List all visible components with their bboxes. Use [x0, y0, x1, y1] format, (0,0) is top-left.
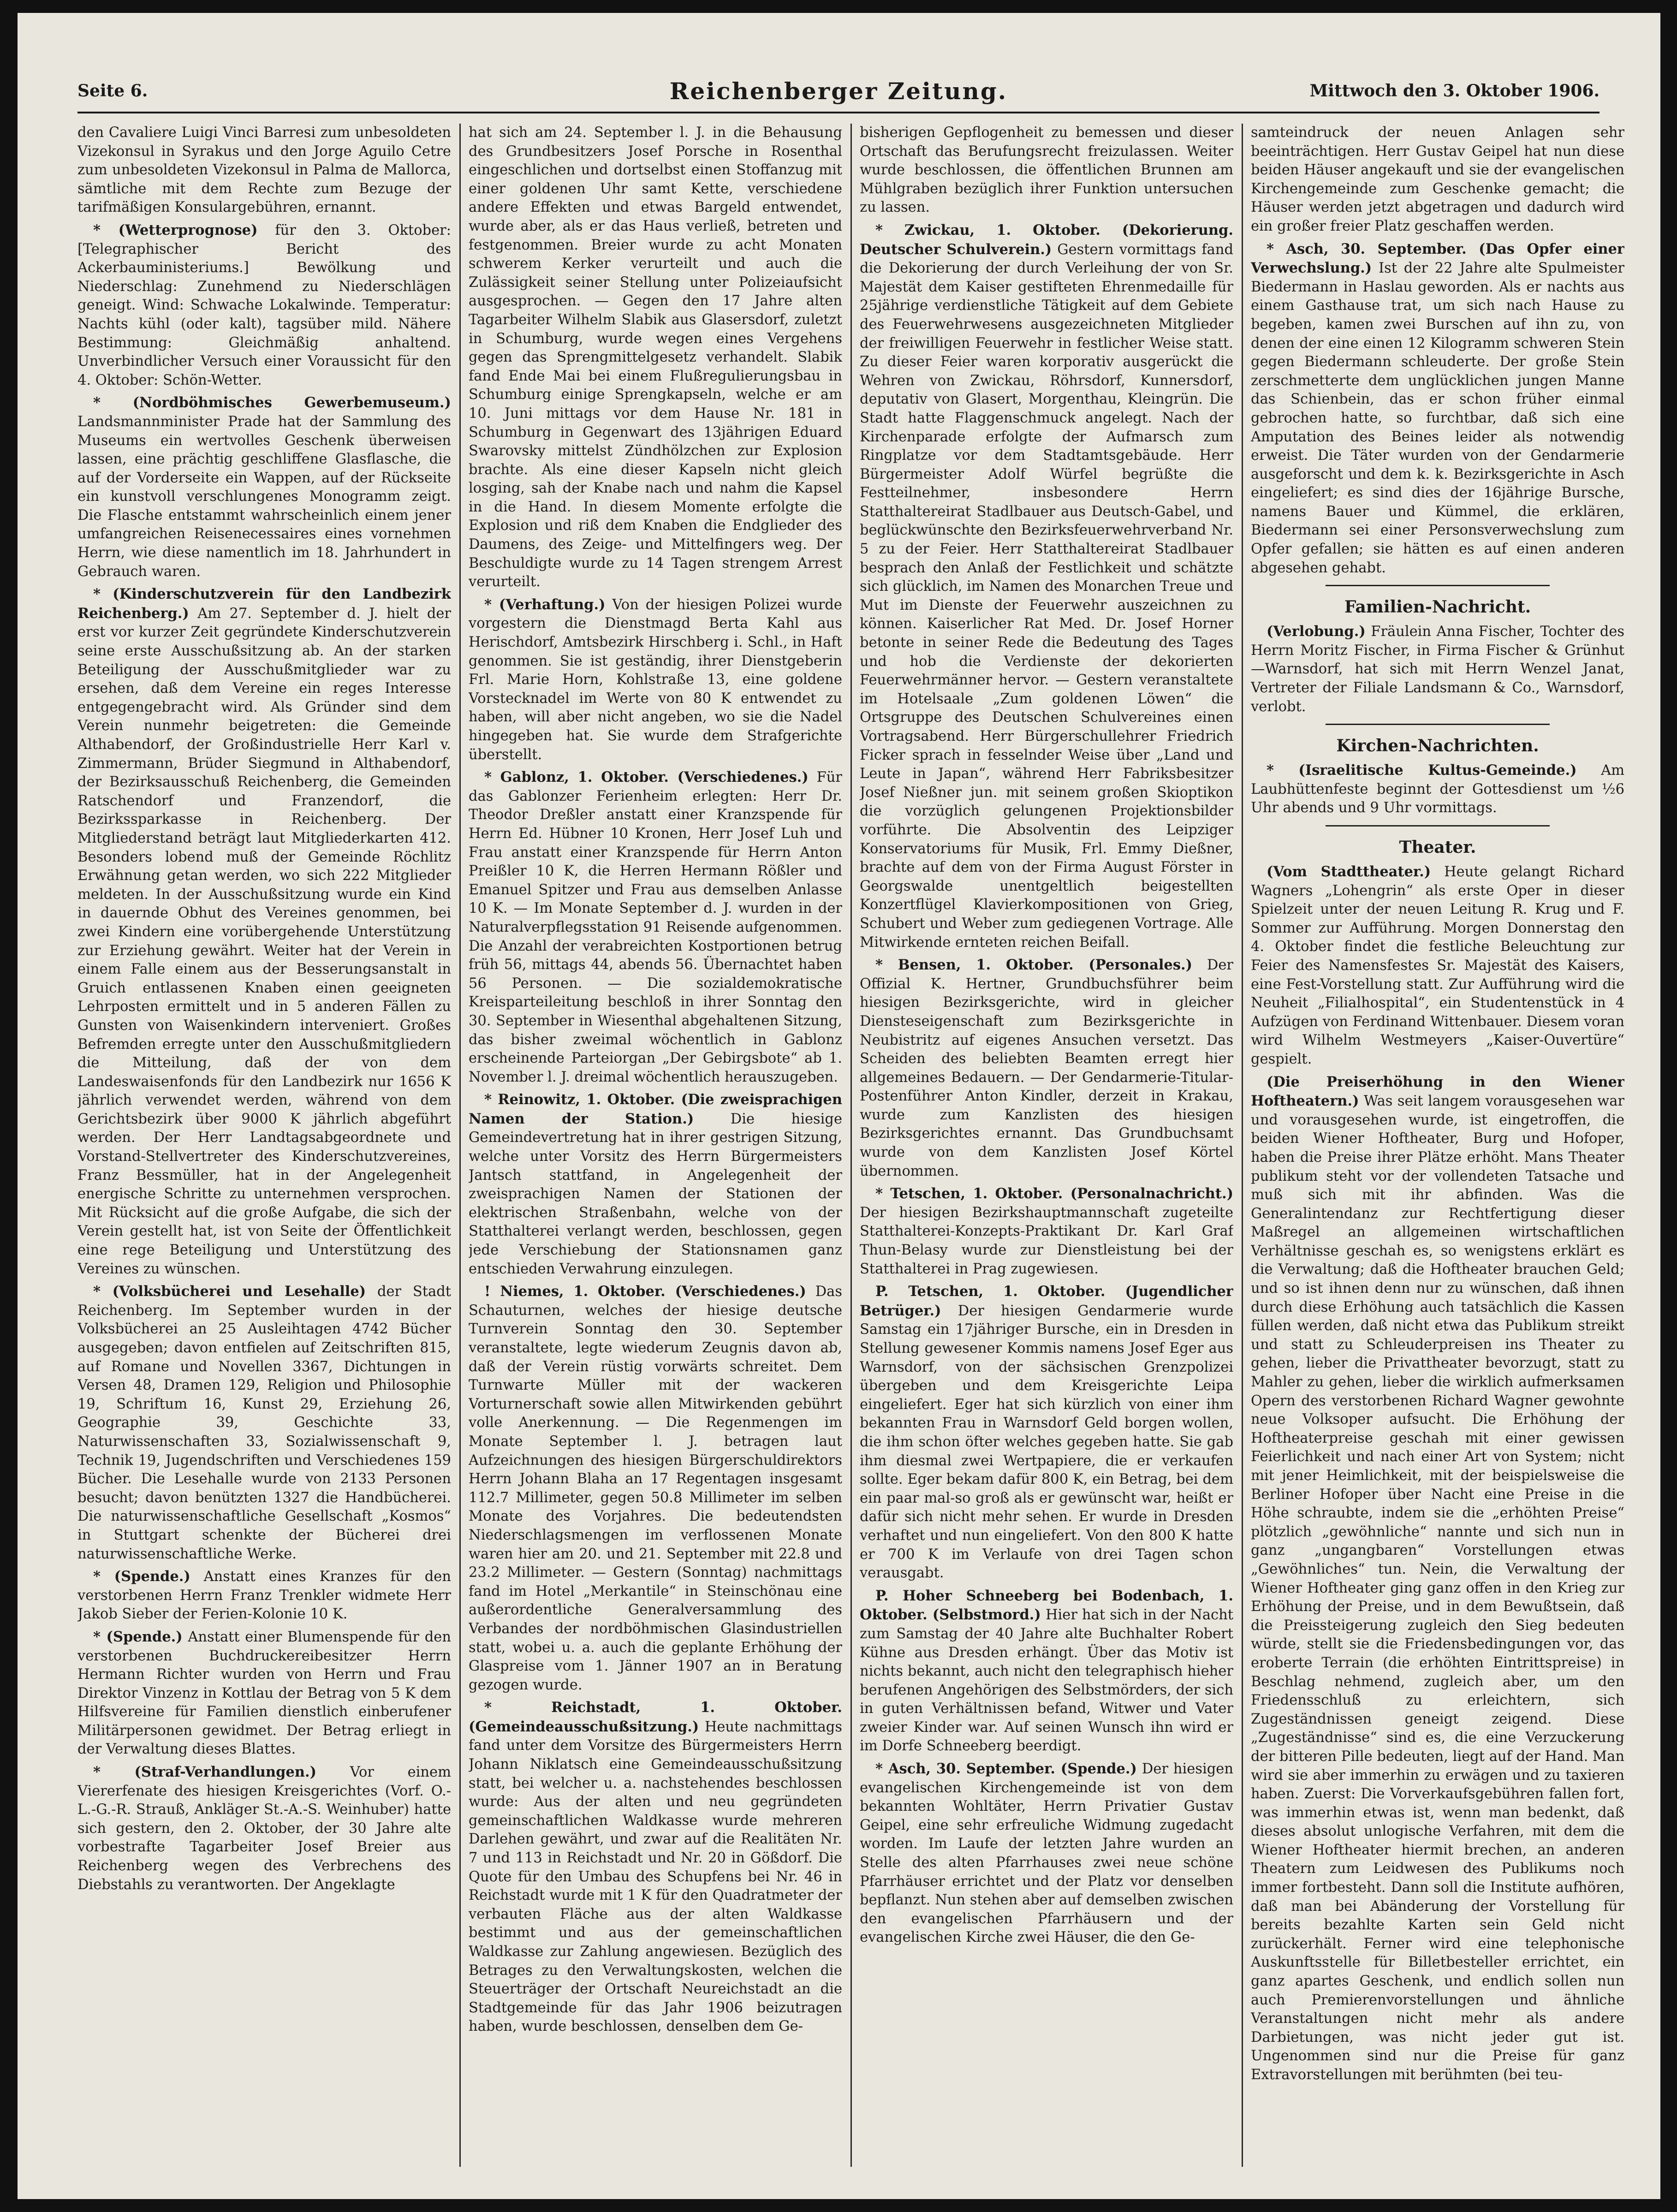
article-text: Anstatt eines Kranzes für den verstorbenen Herrn Franz Trenkler widmete Herr Jakob Sieber der Ferien-Kolonie 10 K. [77, 1569, 451, 1623]
newspaper-page [18, 13, 1660, 2199]
article-text: Am Laubhüttenfeste beginnt der Gottesdienst um ½6 Uhr abends und 9 Uhr vormittags. [1251, 762, 1624, 816]
article-heading: (Vom Stadttheater.) [1267, 863, 1431, 880]
article-paragraph [860, 221, 1233, 952]
article-paragraph [1251, 761, 1624, 818]
article-text: Hier hat sich in der Nacht zum Samstag der 40 Jahre alte Buchhalter Robert Kühne aus Dresden erhängt. Über das Motiv ist nichts bekannt, auch nicht den telegraphisch hieher berufenen Angehörigen des Selbstmörders, der sich in guten Verhältnissen befand, Witwer und Vater zweier Kinder war. Auf seinen Wunsch ihn wird er im Dorfe Schneeberg beerdigt. [860, 1607, 1233, 1754]
article-heading: * (Volksbücherei und Lesehalle) [93, 1283, 366, 1300]
article-text: Von der hiesigen Polizei wurde vorgestern die Dienstmagd Berta Kahl aus Herischdorf, Amtsbezirk Hirschberg i. Schl., in Haft genommen. Sie ist geständig, ihrer Dienstgeberin Frl. Marie Horn, Kohlstraße 13, eine goldene Vorstecknadel im Werte von 80 K entwendet zu haben, will aber nicht angeben, wo sie die Nadel hingegeben hat. Sie wurde dem Strafgerichte überstellt. [469, 596, 842, 763]
article-paragraph [1251, 240, 1624, 578]
article-text: Das Schauturnen, welches der hiesige deutsche Turnverein Sonntag den 30. September veranstaltete, legte wiederum Zeugnis davon ab, daß der Verein rüstig vorwärts schreitet. Dem Turnwarte Müller mit der wackeren Vorturnerschaft sowie allen Mitwirkenden gebührt volle Anerkennung. — Die Regenmengen im Monate September l. J. betragen laut Aufzeichnungen des hiesigen Bürgerschuldirektors Herrn Johann Blaha an 17 Regentagen insgesamt 112.7 Millimeter, gegen 50.8 Millimeter im selben Monate des Vorjahres. Die bedeutendsten Niederschlagsmengen im verflossenen Monate waren hier am 20. und 21. September mit 22.8 und 23.2 Millimeter. — Gestern (Sonntag) nachmittags fand im Hotel „Merkantile“ in Steinschönau eine außerordentliche Generalversammlung des Verbandes der nordböhmischen Glasindustriellen statt, wobei u. a. auch die geplante Erhöhung der Glaspreise vom 1. Jänner 1907 an in Beratung gezogen wurde. [469, 1284, 842, 1693]
article-heading: * Gablonz, 1. Oktober. (Verschiedenes.) [484, 769, 809, 786]
article-paragraph [469, 1090, 842, 1278]
newspaper-title: Reichenberger Zeitung. [669, 77, 1008, 105]
article-paragraph [1251, 124, 1624, 236]
article-paragraph [860, 1184, 1233, 1278]
article-text: Der Offizial K. Hertner, Grundbuchsführer beim hiesigen Bezirksgerichte, wird in gleicher Diensteseigenschaft zum Bezirksgerichte in Neubistritz auf eigenes Ansuchen versetzt. Das Scheiden des beliebten Beamten erregt hier allgemeines Bedauern. — Der Gendarmerie-Titular-Postenführer Anton Kindler, derzeit in Krakau, wurde zum Kanzlisten des hiesigen Bezirksgerichtes ernannt. Das Grundbuchsamt wurde von dem Kanzlisten Josef Körtel übernommen. [860, 957, 1233, 1179]
article-paragraph [1251, 622, 1624, 716]
section-heading: Familien-Nachricht. [1344, 597, 1531, 617]
article-heading: * (Straf-Verhandlungen.) [93, 1764, 317, 1781]
column-3 [860, 124, 1233, 2171]
article-paragraph [77, 393, 451, 581]
section-heading: Theater. [1399, 838, 1476, 857]
article-heading: * (Verhaftung.) [484, 596, 606, 613]
section-separator [1326, 585, 1550, 586]
article-text: Fräulein Anna Fischer, Tochter des Herrn Moritz Fischer, in Firma Fischer & Grünhut—Warnsdorf, hat sich mit Herrn Wenzel Janat, Vertreter der Filiale Landsmann & Co., Warnsdorf, verlobt. [1251, 624, 1624, 715]
article-paragraph [860, 124, 1233, 217]
article-paragraph [77, 1567, 451, 1624]
article-heading: P. Tetschen, 1. Oktober. (Jugendlicher Betrüger.) [860, 1283, 1233, 1319]
article-paragraph [77, 1628, 451, 1759]
article-heading: ! Niemes, 1. Oktober. (Verschiedenes.) [484, 1283, 806, 1300]
article-heading: * Reichstadt, 1. Oktober. (Gemeindeausschußsitzung.) [469, 1699, 842, 1735]
article-text: Ist der 22 Jahre alte Spulmeister Biedermann in Haslau geworden. Als er nachts aus einem Gasthause trat, um sich nach Hause zu begeben, kamen zwei Burschen auf ihn zu, von denen der eine einen 12 Kilogramm schweren Stein gegen Biedermann schleuderte. Der große Stein zerschmetterte dem unglücklichen jungen Manne das Schienbein, das er schon früher einmal gebrochen hatte, so furchtbar, daß sich eine Amputation des Beines leider als notwendig erweist. Die Täter wurden von der Gendarmerie ausgeforscht und dem k. k. Bezirksgerichte in Asch eingeliefert; es sind dies der 16jährige Bursche, namens Bauer und Kümmel, die erklären, Biedermann sei einer Personsverwechslung zum Opfer gefallen; sie hätten es auf einen anderen abgesehen gehabt. [1251, 260, 1624, 576]
article-heading: * Bensen, 1. Oktober. (Personales.) [875, 957, 1193, 974]
article-text: Landsmannminister Prade hat der Sammlung des Museums ein wertvolles Geschenk überweisen lassen, eine prächtig geschliffene Glasflasche, die auf der Vorderseite ein Wappen, auf der Rückseite ein kunstvoll verschlungenes Monogramm zeigt. Die Flasche entstammt wahrscheinlich einem jener umfangreichen Reisenecessaires eines vornehmen Herrn, wie diese namentlich im 18. Jahrhundert in Gebrauch waren. [77, 413, 451, 580]
article-text: für den 3. Oktober: [Telegraphischer Bericht des Ackerbauministeriums.] Bewölkung und Niederschlag: Zunehmend zu Niederschlägen geneigt. Wind: Schwache Lokalwinde. Temperatur: Nachts kühl (oder kalt), tagsüber mild. Nähere Bestimmung: Gleichmäßig anhaltend. Unverbindlicher Versuch einer Voraussicht für den 4. Oktober: Schön-Wetter. [77, 222, 451, 388]
column-2 [469, 124, 842, 2171]
article-heading: * Tetschen, 1. Oktober. (Personalnachricht.) [875, 1185, 1233, 1202]
section-separator [1326, 724, 1550, 725]
article-heading: * (Spende.) [93, 1628, 183, 1645]
article-paragraph [860, 1587, 1233, 1756]
column-rule [459, 124, 461, 2167]
page-header [77, 77, 1600, 113]
article-heading: * (Nordböhmisches Gewerbemuseum.) [93, 394, 451, 411]
article-paragraph [1251, 862, 1624, 1069]
article-paragraph [77, 585, 451, 1278]
article-heading: * Zwickau, 1. Oktober. (Dekorierung. Deutscher Schulverein.) [860, 221, 1233, 258]
article-paragraph [469, 768, 842, 1087]
article-text: hat sich am 24. September l. J. in die Behausung des Grundbesitzers Josef Porsche in Rosenthal eingeschlichen und dortselbst einen Stoffanzug mit einer goldenen Uhr samt Kette, verschiedene andere Effekten und etwas Bargeld entwendet, wurde aber, als er das Haus verließ, betreten und festgenommen. Breier wurde zu acht Monaten schwerem Kerker verurteilt und auch die Zulässigkeit seiner Stellung unter Polizeiaufsicht ausgesprochen. — Gegen den 17 Jahre alten Tagarbeiter Wilhelm Slabik aus Glasersdorf, zuletzt in Schumburg, wurde wegen eines Vergehens gegen das Sprengmittelgesetz verhandelt. Slabik fand Ende Mai bei einem Flußregulierungsbau in Schumburg einige Sprengkapseln, welche er am 10. Juni mittags vor dem Hause Nr. 181 in Schumburg in Gegenwart des 13jährigen Eduard Swarovsky mittelst Zündhölzchen zur Explosion brachte. Als eine dieser Kapseln nicht gleich losging, sah der Knabe nach und nahm die Kapsel in die Hand. In diesem Momente erfolgte die Explosion und riß dem Knaben die Endglieder des Daumens, des Zeige- und Mittelfingers weg. Der Beschuldigte wurde zu 14 Tagen strengem Arrest verurteilt. [469, 125, 842, 590]
article-paragraph [860, 1760, 1233, 1947]
column-4 [1251, 124, 1624, 2171]
article-text: Der hiesigen Gendarmerie wurde Samstag ein 17jähriger Bursche, ein in Dresden in Stellung gewesener Kommis namens Josef Eger aus Warnsdorf, von der sächsischen Grenzpolizei übergeben und dem Kreisgerichte Leipa eingeliefert. Eger hat sich kürzlich von einer ihm bekannten Frau in Warnsdorf Geld borgen wollen, die ihm schon öfter welches gegeben hatte. Sie gab ihm diesmal zwei Wertpapiere, die er verkaufen sollte. Eger bekam dafür 800 K, ein Betrag, bei dem ein paar mal-so groß als er gewünscht war, heißt er dafür sich nicht mehr sehen. Er wurde in Dresden verhaftet und nun eingeliefert. Von den 800 K hatte er 700 K im Verlaufe von drei Tagen schon verausgabt. [860, 1302, 1233, 1582]
article-heading: * Reinowitz, 1. Oktober. (Die zweisprachigen Namen der Station.) [469, 1091, 842, 1127]
article-text: Heute gelangt Richard Wagners „Lohengrin“ als erste Oper in dieser Spielzeit unter der neuen Leitung R. Krug und F. Sommer zur Aufführung. Morgen Donnerstag den 4. Oktober findet die festliche Beleuchtung zur Feier des Namensfestes Sr. Majestät des Kaisers, eine Fest-Vorstellung statt. Zur Aufführung wird die Neuheit „Filialhospital“, ein Studentenstück in 4 Aufzügen von Ferdinand Wittenbauer. Diesem voran wird Wilhelm Westmeyers „Kaiser-Ouvertüre“ gespielt. [1251, 864, 1624, 1067]
article-paragraph [469, 1698, 842, 2036]
column-rule [850, 124, 852, 2167]
section-heading: Kirchen-Nachrichten. [1336, 736, 1539, 756]
article-paragraph [77, 221, 451, 390]
article-text: samteindruck der neuen Anlagen sehr beeinträchtigen. Herr Gustav Geipel hat nun diese beiden Häuser angekauft und sie der evangelischen Kirchengemeinde zum Geschenke gemacht; die Häuser werden jetzt abgetragen und dadurch wird ein großer freier Platz geschaffen werden. [1251, 125, 1624, 234]
article-paragraph [469, 595, 842, 764]
article-text: Der hiesigen evangelischen Kirchengemeinde ist von dem bekannten Wohltäter, Herrn Privatier Gustav Geipel, eine sehr erfreuliche Widmung zugedacht worden. Im Laufe der letzten Jahre wurden an Stelle des alten Pfarrhauses zwei neue schöne Pfarrhäuser errichtet und der Platz vor denselben bepflanzt. Nun stehen aber auf demselben zwischen den evangelischen Pfarrhäusern und der evangelischen Kirche zwei Häuser, die den Ge- [860, 1761, 1233, 1946]
article-paragraph [860, 1282, 1233, 1583]
article-heading: * (Spende.) [93, 1568, 190, 1585]
article-text: Was seit langem vorausgesehen war und vorausgesehen wurde, ist eingetroffen, die beiden Wiener Hoftheater, Burg und Hofoper, haben die Preise ihrer Plätze erhöht. Mans Theater publikum steht vor der vollendeten Tatsache und muß sich mit ihr abfinden. Was die Generalintendanz zur Rechtfertigung dieser Maßregel an allgemeinen wirtschaftlichen Verhältnisse geschah es, so wenigstens erklärt es die Verwaltung; daß die Hoftheater brauchen Geld; und so ist ihnen denn nur zu wünschen, daß ihnen durch diese Erhöhung auch tatsächlich die Kassen füllen werden, daß nicht etwa das Publikum streikt und statt zu Schleuderpreisen ins Theater zu gehen, lieber die Privattheater bevorzugt, statt zu Mahler zu gehen, lieber die wirklich aufmerksamen Opern des verstorbenen Richard Wagner gewohnte neue Volksoper aufsucht. Die Erhöhung der Hoftheaterpreise geschah mit einer gewissen Feierlichkeit und nach einer Art von System; nicht mit jener Heimlichkeit, mit der beispielsweise die Berliner Hofoper über Nacht eine Preise in die Höhe schraubte, indem sie die „erhöhten Preise“ plötzlich „gewöhnliche“ nannte und sich nun in ganz „ungangbaren“ Vorstellungen etwas „Gewöhnliches“ tun. Nein, die Verwaltung der Wiener Hoftheater ging ganz offen in den Krieg zur Erhöhung der Preise, und in dem Bewußtsein, daß die Preissteigerung zugleich den Sieg bedeuten würde, stellt sie die Friedensbedingungen vor, das eroberte Terrain (die erhöhten Eintrittspreise) in Beschlag nehmend, zugleich aber, um den Friedensschluß zu erleichtern, sich Zugeständnissen geneigt zeigend. Diese „Zugeständnisse“ sind es, die eine Verzuckerung der bitteren Pille bedeuten, liegt auf der Hand. Man wird sie aber immerhin zu erwägen und zu taxieren haben. Zuerst: Die Vorverkaufsgebühren fallen fort, was immerhin etwas ist, wenn man bedenkt, daß dieses absolut unlogische Verfahren, mit dem die Wiener Hoftheater hiermit brechen, an anderen Theatern zum Leidwesen des Publikums noch immer fortbesteht. Dann soll die Institute aufhören, daß man bei Abänderung der Vorstellung für bereits bezahlte Karten sein Geld nicht zurückerhält. Ferner wird eine telephonische Auskunftsstelle für Billetbesteller errichtet, ein ganz apartes Geschenk, und endlich sollen nun auch Premierenvorstellungen und ähnliche Veranstaltungen nicht mehr als andere Darbietungen, was nicht jeder gut ist. Ungenommen sind nur die Preise für ganz Extravorstellungen mit berühmten (bei teu- [1251, 1093, 1624, 2083]
article-text: Am 27. September d. J. hielt der erst vor kurzer Zeit gegründete Kinderschutzverein seine erste Ausschußsitzung ab. An der starken Beteiligung der Ausschußmitglieder war zu ersehen, daß dem Vereine ein reges Interesse entgegengebracht wird. Als Gründer sind dem Verein nunmehr beigetreten: die Gemeinde Althabendorf, der Großindustrielle Herr Karl v. Zimmermann, Brüder Siegmund in Althabendorf, der Bezirksausschuß Reichenberg, die Gemeinden Ratschendorf und Franzendorf, die Bezirkssparkasse in Reichenberg. Der Mitgliederstand beträgt laut Mitgliederkarten 412. Besonders lobend muß der Gemeinde Röchlitz Erwähnung getan werden, wo sich 222 Mitglieder meldeten. In der Ausschußsitzung wurde ein Kind in dauernde Obhut des Vereines genommen, bei zwei Kindern eine vorübergehende Unterstützung zur Erziehung gewährt. Weiter hat der Verein in einem Falle einem aus der Besserungsanstalt in Gruich entlassenen Knaben einen geeigneten Lehrposten ermittelt und in 5 anderen Fällen zu Gunsten von Waisenkindern interveniert. Großes Befremden erregte unter den Ausschußmitgliedern die Mitteilung, daß der von dem Landeswaisenfonds für den Landbezirk nur 1656 K jährlich verwendet werden, während von dem Gerichtsbezirk über 9000 K jährlich abgeführt werden. Der Herr Landtagsabgeordnete und Vorstand-Stellvertreter des Kinderschutzvereines, Franz Bessmüller, hat in der Angelegenheit energische Schritte zu unternehmen versprochen. Mit Rücksicht auf die große Aufgabe, die sich der Verein gestellt hat, ist von Seite der Öffentlichkeit eine rege Beteiligung und Unterstützung des Vereines zu wünschen. [77, 605, 451, 1277]
article-paragraph [860, 956, 1233, 1181]
page-number: Seite 6. [77, 81, 148, 101]
article-text: der Stadt Reichenberg. Im September wurden in der Volksbücherei an 25 Ausleihtagen 4742 Bücher ausgegeben; davon entfielen auf Zeitschriften 815, auf Romane und Novellen 3367, Dichtungen in Versen 48, Dramen 129, Religion und Philosophie 19, Schriftum 16, Kunst 29, Erziehung 26, Geographie 39, Geschichte 33, Naturwissenschaften 33, Sozialwissenschaft 9, Technik 19, Jugendschriften und Verschiedenes 159 Bücher. Die Lesehalle wurde von 2133 Personen besucht; davon benützten 1327 die Handbücherei. Die naturwissenschaftliche Gesellschaft „Kosmos“ in Stuttgart schenkte der Bücherei drei naturwissenschaftliche Werke. [77, 1284, 451, 1562]
article-text: Anstatt einer Blumenspende für den verstorbenen Buchdruckereibesitzer Herrn Hermann Richter wurden von Herrn und Frau Direktor Vinzenz in Kottlau der Betrag von 5 K dem Hilfsvereine für Familien dienstlich einberufener Militärpersonen gewidmet. Der Betrag erliegt in der Verwaltung dieses Blattes. [77, 1629, 451, 1758]
article-heading: * Asch, 30. September. (Spende.) [875, 1760, 1137, 1778]
issue-date: Mittwoch den 3. Oktober 1906. [1309, 81, 1600, 101]
article-heading: P. Hoher Schneeberg bei Bodenbach, 1. Oktober. (Selbstmord.) [860, 1587, 1233, 1623]
article-paragraph [469, 1282, 842, 1695]
article-paragraph [77, 124, 451, 217]
article-text: Vor einem Viererfenate des hiesigen Kreisgerichtes (Vorf. O.-L.-G.-R. Strauß, Ankläger St.-A.-S. Weinhuber) hatte sich gestern, den 2. Oktober, der 30 Jahre alte vorbestrafte Tagarbeiter Josef Breier aus Reichenberg wegen des Verbrechens des Diebstahls zu verantworten. Der Angeklagte [77, 1764, 451, 1893]
article-heading: * (Wetterprognose) [93, 221, 258, 238]
article-heading: (Verlobung.) [1267, 623, 1366, 640]
article-text: bisherigen Gepflogenheit zu bemessen und dieser Ortschaft das Berufungsrecht freizulassen. Weiter wurde beschlossen, die öffentlichen Brunnen am Mühlgraben bezüglich ihrer Funktion untersuchen zu lassen. [860, 125, 1233, 216]
article-heading: * (Israelitische Kultus-Gemeinde.) [1267, 762, 1577, 779]
article-heading: (Die Preiserhöhung in den Wiener Hoftheatern.) [1251, 1073, 1624, 1110]
column-rule [1242, 124, 1243, 2167]
article-text: Die hiesige Gemeindevertretung hat in ihrer gestrigen Sitzung, welche unter Vorsitz des Herrn Bürgermeisters Jantsch stattfand, in Angelegenheit der zweisprachigen Namen der Stationen der elektrischen Straßenbahn, welche von der Statthalterei verlangt werden, beschlossen, gegen jede Verschiebung der Stationsnamen ganz entschieden Verwahrung einzulegen. [469, 1111, 842, 1277]
article-text: den Cavaliere Luigi Vinci Barresi zum unbesoldeten Vizekonsul in Syrakus und den Jorge Aguilo Cetre zum unbesoldeten Vizekonsul in Palma de Mallorca, sämtliche mit dem Rechte zum Bezuge der tarifmäßigen Konsulargebühren, ernannt. [77, 125, 451, 216]
article-paragraph [1251, 1073, 1624, 2085]
article-text: Heute nachmittags fand unter dem Vorsitze des Bürgermeisters Herrn Johann Niklatsch eine Gemeindeausschußsitzung statt, bei welcher u. a. nachstehendes beschlossen wurde: Aus der alten und neu gegründeten gemeinschaftlichen Waldkasse wurde mehreren Darlehen gewährt, und zwar auf die Realitäten Nr. 7 und 113 in Reichstadt und Nr. 20 in Gößdorf. Die Quote für den Umbau des Schupfens bei Nr. 46 in Reichstadt wurde mit 1 K für den Quadratmeter der verbauten Fläche aus der alten Waldkasse bestimmt und aus der gemeinschaftlichen Waldkasse zur Zahlung angewiesen. Bezüglich des Betrages zu den Verwaltungskosten, welchen die Steuerträger der Ortschaft Neureichstadt an die Stadtgemeinde für das Jahr 1906 beizutragen haben, wurde beschlossen, denselben dem Ge- [469, 1718, 842, 2035]
column-1 [77, 124, 451, 2171]
article-text: Für das Gablonzer Ferienheim erlegten: Herr Dr. Theodor Dreßler anstatt einer Kranzspende für Herrn Ed. Hübner 10 Kronen, Herr Josef Luh und Frau anstatt einer Kranzspende für Herrn Anton Preißler 10 K, die Herren Hermann Rößler und Emanuel Spitzer und Frau aus demselben Anlasse 10 K. — Im Monate September d. J. wurden in der Naturalverpflegsstation 91 Reisende aufgenommen. Die Anzahl der verabreichten Kostportionen betrug früh 56, mittags 44, abends 56. Übernachtet haben 56 Personen. — Die sozialdemokratische Kreisparteileitung beschloß in ihrer Sonntag den 30. September in Wiesenthal abgehaltenen Sitzung, das bisher zweimal wöchentlich in Gablonz erscheinende Parteiorgan „Der Gebirgsbote“ ab 1. November l. J. dreimal wöchentlich herauszugeben. [469, 769, 842, 1085]
section-separator [1326, 825, 1550, 827]
article-paragraph [469, 124, 842, 592]
article-paragraph [77, 1763, 451, 1894]
article-text: Gestern vormittags fand die Dekorierung der durch Verleihung der von Sr. Majestät dem Kaiser gestifteten Ehrenmedaille für 25jährige verdienstliche Tätigkeit auf dem Gebiete des Feuerwehrwesens ausgezeichneten Mitglieder der freiwilligen Feuerwehr in festlicher Weise statt. Zu dieser Feier waren korporativ ausgerückt die Wehren von Zwickau, Röhrsdorf, Kunnersdorf, deputativ von Glasert, Morgenthau, Kleingrün. Die Stadt hatte Flaggenschmuck angelegt. Nach der Kirchenparade erfolgte der Aufmarsch zum Ringplatze vor dem Stadtamtsgebäude. Herr Bürgermeister Adolf Würfel begrüßte die Festteilnehmer, insbesondere Herrn Statthaltereirat Stadlbauer aus Deutsch-Gabel, und beglückwünschte den Bezirksfeuerwehrverband Nr. 5 zu der Feier. Herr Statthaltereirat Stadlbauer besprach den Anlaß der Festlichkeit und schätzte sich glücklich, im Namen des Monarchen Treue und Mut im Dienste der Feuerwehr auszeichnen zu können. Kaiserlicher Rat Med. Dr. Josef Horner betonte in seiner Rede die Bedeutung des Tages und hob die Verdienste der dekorierten Feuerwehrmänner hervor. — Gestern veranstaltete im Hotelsaale „Zum goldenen Löwen“ die Ortsgruppe des Deutschen Schulvereines einen Vortragsabend. Herr Bürgerschullehrer Friedrich Ficker sprach in fesselnder Weise über „Land und Leute in Japan“, während Herr Fabriksbesitzer Josef Nießner jun. mit seinem großen Skioptikon die vorzüglich gelungenen Projektionsbilder vorführte. Die Absolventin des Leipziger Konservatoriums für Musik, Frl. Emmy Dießner, brachte auf dem von der Firma August Förster in Georgswalde unentgeltlich beigestellten Konzertflügel Klavierkompositionen von Grieg, Schubert und Weber zum gediegenen Vortrage. Alle Mitwirkende ernteten reichen Beifall. [860, 241, 1233, 951]
article-heading: * (Kinderschutzverein für den Landbezirk Reichenberg.) [77, 586, 451, 622]
article-paragraph [77, 1282, 451, 1564]
article-text: Der hiesigen Bezirkshauptmannschaft zugeteilte Statthalterei-Konzepts-Praktikant Dr. Karl Graf Thun-Belasy wurde zur Dienstleistung bei der Statthalterei in Prag zugewiesen. [860, 1204, 1233, 1277]
article-heading: * Asch, 30. September. (Das Opfer einer Verwechslung.) [1251, 240, 1624, 277]
